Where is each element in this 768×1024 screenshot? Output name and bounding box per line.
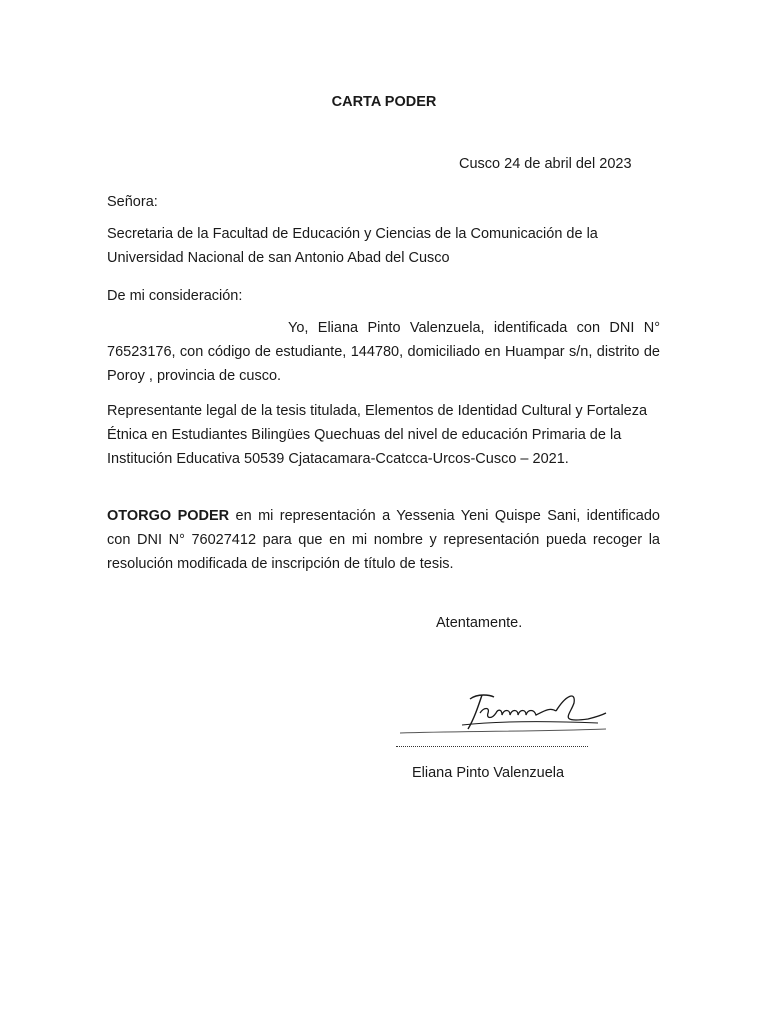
consideration-greeting: De mi consideración: (107, 288, 243, 304)
power-grant-text: en mi representación a Yessenia Yeni Quispe Sani, identificado con DNI N° 76027412 para que en mi nombre y representación pueda recoger la resolución modificada de inscripción de título de tesis. (107, 508, 660, 572)
paragraph-thesis: Representante legal de la tesis titulada, Elementos de Identidad Cultural y Fortaleza Étnica en Estudiantes Bilingües Quechuas del nivel de educación Primaria de la Institución Educativa 50539 Cjatacamara-Ccatcca-Urcos-Cusco – 2021. (107, 403, 648, 467)
document-title: CARTA PODER (331, 94, 437, 110)
salutation: Señora: (107, 194, 158, 210)
power-grant-heading: OTORGO PODER (107, 508, 230, 524)
paragraph-identity-text: Yo, Eliana Pinto Valenzuela, identificada con DNI N° 76523176, con código de estudiante, 144780, domiciliado en Huampar s/n, distrito de Poroy , provincia de cusco. (107, 320, 660, 384)
handwritten-signature (398, 685, 610, 735)
paragraph-identity (107, 316, 660, 388)
paragraph-power (107, 504, 660, 576)
closing: Atentamente. (436, 615, 523, 631)
addressee: Secretaria de la Facultad de Educación y Ciencias de la Comunicación de la Universidad Nacional de san Antonio Abad del Cusco (107, 226, 598, 266)
signature-line (396, 746, 588, 747)
letter-date: Cusco 24 de abril del 2023 (459, 156, 632, 172)
signer-name: Eliana Pinto Valenzuela (412, 765, 565, 781)
